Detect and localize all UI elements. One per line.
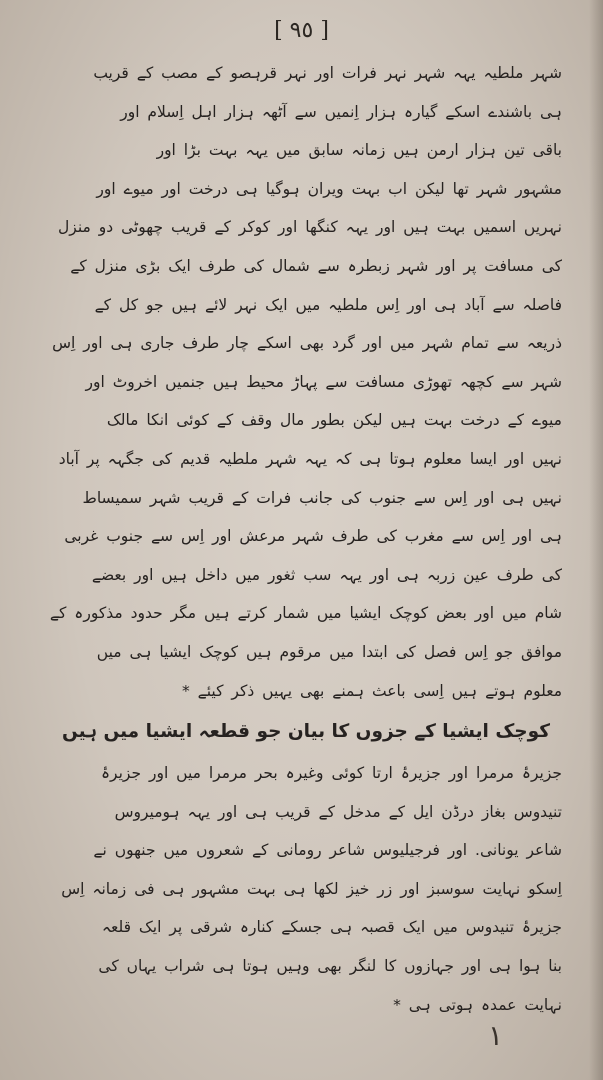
section-malatya [50, 54, 562, 710]
bottom-mark: ١ [488, 1019, 504, 1052]
text-line: ہی باشندے اسکے گیارہ ہزار اِنمیں سے آٹھہ ہزار اہل اِسلام اور [120, 102, 562, 121]
text-line: شہر سے کچھہ تھوڑی مسافت سے پہاڑ محیط ہیں جنمیں اخروٹ اور [85, 372, 562, 391]
text-line: جزیرۂ مرمرا اور جزیرۂ ارتا کوئی وغیرہ بحر مرمرا میں اور جزیرۂ [100, 764, 562, 783]
section-heading: کوچک ایشیا کے جزوں کا بیان جو قطعہ ایشیا میں ہیں [62, 721, 550, 743]
text-line: کی طرف عین زربہ ہی اور یہہ سب ثغور میں داخل ہیں اور بعضے [91, 565, 562, 584]
text-line: مشہور شہر تھا لیکن اب بہت ویران ہوگیا ہی درخت اور میوے اور [96, 179, 562, 198]
page-edge-shadow [589, 0, 603, 1080]
text-line: معلوم ہوتے ہیں اِسی باعث ہمنے بھی یہیں ذکر کیئے * [182, 681, 562, 700]
text-line: کی مسافت پر اور شہر زبطرہ سے شمال کی طرف ایک بڑی منزل کے [70, 256, 562, 275]
text-line: شاعر یونانی. اور فرجیلیوس شاعر رومانی کے شعروں میں جنھوں نے [93, 841, 562, 860]
text-line: نہریں اسمیں بہت ہیں اور یہہ کنگھا اور کوکر کے قریب چھوٹی دو منزل [58, 218, 562, 237]
text-line: فاصلہ سے آباد ہی اور اِس ملطیہ میں ایک نہر لائے ہیں جو کل کے [94, 295, 562, 314]
text-line: باقی تین ہزار ارمن ہیں زمانہ سابق میں یہہ بہت بڑا اور [156, 141, 562, 160]
text-line: شام میں اور بعض کوچک ایشیا میں شمار کرتے ہیں مگر حدود مذکورہ کے [50, 604, 562, 623]
page-body [50, 54, 562, 1024]
text-line: اِسکو نہایت سوسبز اور زر خیز لکھا ہی بہت مشہور ہی فی زمانہ اِس [61, 879, 562, 898]
page-number: [ ۹٥ ] [274, 18, 329, 43]
text-line: ہی اور اِس سے مغرب کی طرف شہر مرعش اور اِس سے جنوب غربی [64, 527, 562, 546]
text-line: نہایت عمدہ ہوتی ہی * [393, 995, 562, 1014]
text-line: ذریعہ سے تمام شہر میں اور گرد بھی اسکے چار طرف جاری ہی اور اِس [52, 334, 562, 353]
text-line: بنا ہوا ہی اور جہازوں کا لنگر بھی وہیں ہوتا ہی شراب یہاں کی [98, 957, 562, 976]
text-line: نہیں اور ایسا معلوم ہوتا ہی کہ یہہ شہر ملطیہ قدیم کی جگہہ پر آباد [58, 449, 562, 468]
text-line: میوے کے درخت بہت ہیں لیکن بطور مال وقف کے کوئی انکا مالک [106, 411, 562, 430]
text-line: شہر ملطیہ یہہ شہر نہر فرات اور نہر قرہصو کے مصب کے قریب [93, 64, 562, 82]
text-line: موافق جو اِس فصل کی ابتدا میں مرقوم ہیں کوچک ایشیا ہی میں [96, 642, 562, 661]
text-line: نہیں ہی اور اِس سے جنوب کی جانب فرات کے قریب شہر سمیساط [82, 488, 562, 507]
section-islands [50, 754, 562, 1024]
text-line: جزیرۂ تنیدوس میں ایک قصبہ ہی جسکے کنارہ شرقی پر ایک قلعہ [101, 918, 562, 937]
text-line: تنیدوس بغاز درڈن ایل کے مدخل کے قریب ہی اور یہہ ہومیروس [114, 802, 562, 821]
